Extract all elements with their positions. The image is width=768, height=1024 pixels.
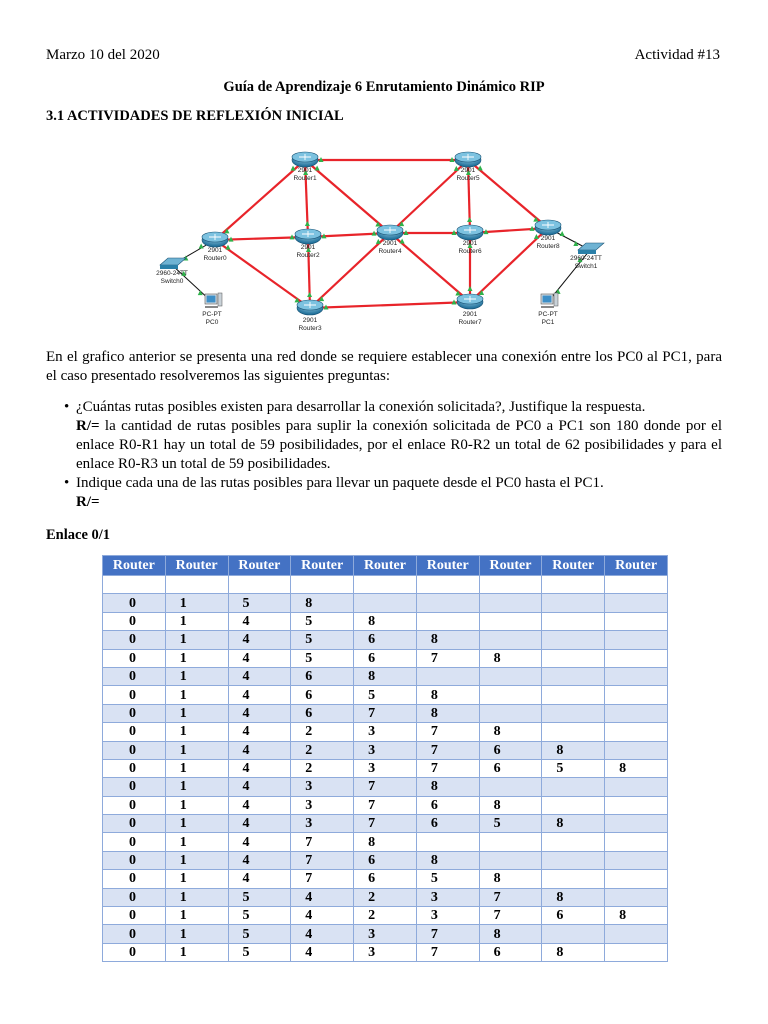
table-cell xyxy=(605,723,668,741)
table-cell: 0 xyxy=(103,925,166,943)
router-label: 2901 xyxy=(297,167,313,174)
table-cell: 4 xyxy=(228,631,291,649)
table-cell: 0 xyxy=(103,649,166,667)
router-icon[interactable] xyxy=(377,225,403,240)
table-row xyxy=(103,907,668,925)
table-cell: 8 xyxy=(479,723,542,741)
router-link xyxy=(310,233,390,308)
table-cell: 6 xyxy=(291,704,354,722)
table-row xyxy=(103,723,668,741)
table-cell: 3 xyxy=(354,943,417,961)
table-cell: 0 xyxy=(103,631,166,649)
table-cell: 8 xyxy=(542,741,605,759)
router-label: Router1 xyxy=(293,175,317,182)
table-cell: 8 xyxy=(542,943,605,961)
table-row xyxy=(103,815,668,833)
table-cell xyxy=(542,631,605,649)
table-cell: 1 xyxy=(165,686,228,704)
table-cell: 7 xyxy=(354,704,417,722)
routes-table xyxy=(102,555,668,962)
table-cell: 8 xyxy=(416,778,479,796)
table-cell xyxy=(416,612,479,630)
router-label: 2901 xyxy=(382,240,398,247)
table-cell: 5 xyxy=(228,925,291,943)
table-cell xyxy=(605,667,668,685)
table-cell: 5 xyxy=(542,759,605,777)
table-cell: 6 xyxy=(416,815,479,833)
question-item xyxy=(46,474,722,512)
table-cell: 4 xyxy=(228,667,291,685)
table-cell: 4 xyxy=(228,704,291,722)
table-cell: 1 xyxy=(165,649,228,667)
table-cell: 1 xyxy=(165,925,228,943)
table-cell: 8 xyxy=(291,594,354,612)
question-text: ¿Cuántas rutas posibles existen para desarrollar la conexión solicitada?, Justifique la respuesta. xyxy=(76,399,646,415)
column-header: Router xyxy=(103,556,166,576)
table-cell: 0 xyxy=(103,759,166,777)
table-cell xyxy=(542,925,605,943)
pc-label: PC0 xyxy=(205,319,219,326)
link-status-icon xyxy=(305,221,310,226)
table-cell: 0 xyxy=(103,907,166,925)
table-cell: 7 xyxy=(479,907,542,925)
table-row xyxy=(103,888,668,906)
table-cell: 1 xyxy=(165,815,228,833)
router-label: 2901 xyxy=(302,317,318,324)
answer-prefix: R/= xyxy=(76,494,100,510)
router-icon[interactable] xyxy=(292,152,318,167)
router-icon[interactable] xyxy=(457,225,483,240)
column-header: Router xyxy=(605,556,668,576)
table-cell: 1 xyxy=(165,667,228,685)
table-cell xyxy=(479,612,542,630)
table-row xyxy=(103,704,668,722)
table-cell xyxy=(542,704,605,722)
table-cell: 0 xyxy=(103,943,166,961)
router-icon[interactable] xyxy=(297,300,323,315)
table-cell xyxy=(605,649,668,667)
table-cell: 3 xyxy=(291,796,354,814)
table-cell: 3 xyxy=(291,815,354,833)
table-cell xyxy=(479,667,542,685)
router-label: 2901 xyxy=(462,311,478,318)
table-cell xyxy=(605,815,668,833)
table-cell: 8 xyxy=(416,704,479,722)
table-cell: 7 xyxy=(416,649,479,667)
table-cell: 7 xyxy=(416,943,479,961)
router-icon[interactable] xyxy=(457,294,483,309)
table-cell xyxy=(605,594,668,612)
table-cell: 4 xyxy=(228,796,291,814)
table-row xyxy=(103,925,668,943)
table-cell: 8 xyxy=(479,925,542,943)
table-cell: 6 xyxy=(354,851,417,869)
table-cell: 4 xyxy=(228,612,291,630)
table-cell: 8 xyxy=(479,649,542,667)
table-cell: 3 xyxy=(354,925,417,943)
table-cell xyxy=(542,667,605,685)
table-cell xyxy=(605,741,668,759)
table-cell: 5 xyxy=(228,594,291,612)
table-cell: 0 xyxy=(103,778,166,796)
enlace-heading: Enlace 0/1 xyxy=(46,527,111,543)
switch-icon[interactable] xyxy=(578,243,604,254)
table-cell: 8 xyxy=(354,612,417,630)
table-cell: 8 xyxy=(416,851,479,869)
table-cell: 6 xyxy=(291,667,354,685)
table-cell xyxy=(228,576,291,594)
table-cell: 5 xyxy=(291,631,354,649)
router-label: 2901 xyxy=(462,240,478,247)
table-cell: 0 xyxy=(103,888,166,906)
table-cell: 1 xyxy=(165,870,228,888)
column-header: Router xyxy=(291,556,354,576)
table-row xyxy=(103,943,668,961)
table-cell: 8 xyxy=(479,870,542,888)
table-cell: 8 xyxy=(354,833,417,851)
table-cell xyxy=(354,576,417,594)
activity-number: Actividad #13 xyxy=(634,47,720,63)
router-label: 2901 xyxy=(300,244,316,251)
table-cell: 6 xyxy=(291,686,354,704)
table-cell: 4 xyxy=(228,815,291,833)
table-cell: 0 xyxy=(103,833,166,851)
table-body xyxy=(103,576,668,962)
table-cell xyxy=(542,576,605,594)
table-cell: 2 xyxy=(354,888,417,906)
table-cell: 4 xyxy=(291,888,354,906)
table-cell: 8 xyxy=(354,667,417,685)
table-cell xyxy=(416,833,479,851)
pc-label: PC-PT xyxy=(538,311,558,318)
table-cell: 6 xyxy=(354,631,417,649)
link-status-icon xyxy=(307,292,312,297)
table-cell: 5 xyxy=(228,888,291,906)
answer-prefix: R/= xyxy=(76,418,100,434)
table-cell xyxy=(542,594,605,612)
table-cell xyxy=(605,576,668,594)
router-label: Router7 xyxy=(458,319,482,326)
table-cell xyxy=(542,796,605,814)
table-cell: 3 xyxy=(354,741,417,759)
table-cell: 7 xyxy=(416,925,479,943)
table-cell: 7 xyxy=(291,851,354,869)
table-cell: 4 xyxy=(228,870,291,888)
column-header: Router xyxy=(165,556,228,576)
column-header: Router xyxy=(542,556,605,576)
table-cell xyxy=(479,686,542,704)
table-cell: 0 xyxy=(103,723,166,741)
table-cell xyxy=(479,833,542,851)
table-cell: 0 xyxy=(103,741,166,759)
table-cell: 4 xyxy=(291,907,354,925)
router-label: Router8 xyxy=(536,243,560,250)
table-cell: 4 xyxy=(291,943,354,961)
table-cell xyxy=(542,612,605,630)
router-link xyxy=(215,160,305,240)
table-cell: 4 xyxy=(228,759,291,777)
table-cell: 1 xyxy=(165,723,228,741)
link-status-icon xyxy=(199,244,204,249)
document-date: Marzo 10 del 2020 xyxy=(46,47,160,63)
question-item xyxy=(46,398,722,474)
table-cell: 4 xyxy=(228,851,291,869)
switch-label: Switch1 xyxy=(574,263,598,270)
bullet-icon: • xyxy=(64,475,70,491)
table-cell: 6 xyxy=(542,907,605,925)
table-cell xyxy=(605,704,668,722)
table-cell: 8 xyxy=(416,631,479,649)
table-cell: 3 xyxy=(291,778,354,796)
pc-label: PC-PT xyxy=(202,311,222,318)
answer-body: la cantidad de rutas posibles para suplir la conexión solicitada de PC0 a PC1 son 180 donde por el enlace R0-R1 hay un total de 59 posibilidades, por el enlace R0-R2 un total de 62 posibilidades y para el enlace R0-R3 un total de 59 posibilidades. xyxy=(76,418,722,472)
table-cell: 0 xyxy=(103,796,166,814)
table-cell: 3 xyxy=(354,723,417,741)
router-icon[interactable] xyxy=(455,152,481,167)
table-cell: 7 xyxy=(354,815,417,833)
table-cell xyxy=(605,851,668,869)
table-cell: 8 xyxy=(416,686,479,704)
table-row xyxy=(103,667,668,685)
table-cell: 5 xyxy=(291,649,354,667)
table-cell xyxy=(542,686,605,704)
table-cell xyxy=(291,576,354,594)
table-cell: 1 xyxy=(165,778,228,796)
table-cell: 5 xyxy=(479,815,542,833)
table-row xyxy=(103,594,668,612)
switch-label: Switch0 xyxy=(160,278,184,285)
table-cell xyxy=(605,631,668,649)
table-cell xyxy=(605,612,668,630)
table-cell: 2 xyxy=(291,723,354,741)
table-cell: 3 xyxy=(416,907,479,925)
table-cell: 6 xyxy=(354,649,417,667)
table-cell: 1 xyxy=(165,594,228,612)
table-cell: 8 xyxy=(605,907,668,925)
table-cell xyxy=(542,851,605,869)
table-cell: 0 xyxy=(103,667,166,685)
table-cell: 0 xyxy=(103,686,166,704)
table-cell xyxy=(354,594,417,612)
router-label: Router2 xyxy=(296,252,320,259)
router-link xyxy=(215,240,310,308)
table-cell: 8 xyxy=(542,815,605,833)
table-cell xyxy=(605,925,668,943)
table-cell: 4 xyxy=(228,723,291,741)
table-cell: 6 xyxy=(479,943,542,961)
table-cell xyxy=(479,576,542,594)
table-cell: 4 xyxy=(228,686,291,704)
table-cell: 1 xyxy=(165,796,228,814)
table-cell xyxy=(605,888,668,906)
section-heading: 3.1 ACTIVIDADES DE REFLEXIÓN INICIAL xyxy=(46,108,344,124)
table-cell: 1 xyxy=(165,833,228,851)
document-title: Guía de Aprendizaje 6 Enrutamiento Dinámico RIP xyxy=(223,79,545,95)
table-cell xyxy=(542,649,605,667)
router-label: Router0 xyxy=(203,255,227,262)
table-cell: 5 xyxy=(228,943,291,961)
table-cell xyxy=(479,778,542,796)
table-cell: 0 xyxy=(103,815,166,833)
table-cell: 7 xyxy=(479,888,542,906)
table-cell: 4 xyxy=(228,833,291,851)
table-cell: 7 xyxy=(416,741,479,759)
table-cell xyxy=(479,851,542,869)
bullet-icon: • xyxy=(64,399,70,415)
table-row xyxy=(103,759,668,777)
link-status-icon xyxy=(468,286,473,291)
table-cell: 0 xyxy=(103,704,166,722)
table-cell: 4 xyxy=(228,741,291,759)
link-status-icon xyxy=(467,217,472,222)
table-cell xyxy=(605,778,668,796)
answer-text xyxy=(76,493,722,512)
table-cell xyxy=(416,667,479,685)
table-cell: 5 xyxy=(291,612,354,630)
table-cell: 4 xyxy=(291,925,354,943)
table-cell xyxy=(542,870,605,888)
question-list xyxy=(46,398,722,512)
table-row xyxy=(103,778,668,796)
table-cell: 7 xyxy=(354,778,417,796)
table-cell xyxy=(605,796,668,814)
table-cell xyxy=(165,576,228,594)
router-link xyxy=(215,237,308,240)
table-cell: 1 xyxy=(165,888,228,906)
question-text: Indique cada una de las rutas posibles para llevar un paquete desde el PC0 hasta el PC1. xyxy=(76,475,604,491)
router-label: 2901 xyxy=(540,235,556,242)
table-cell xyxy=(103,576,166,594)
table-cell: 3 xyxy=(354,759,417,777)
table-row xyxy=(103,649,668,667)
table-cell: 5 xyxy=(228,907,291,925)
table-cell xyxy=(416,594,479,612)
router-label: Router5 xyxy=(456,175,480,182)
table-cell: 1 xyxy=(165,741,228,759)
table-cell xyxy=(479,631,542,649)
router-label: Router3 xyxy=(298,325,322,332)
switch-label: 2960-24TT xyxy=(156,270,188,277)
router-link xyxy=(305,160,390,233)
pc-label: PC1 xyxy=(541,319,555,326)
table-row xyxy=(103,796,668,814)
pc-icon[interactable] xyxy=(205,293,222,308)
table-cell xyxy=(542,723,605,741)
table-cell: 1 xyxy=(165,759,228,777)
table-cell: 8 xyxy=(479,796,542,814)
table-row xyxy=(103,741,668,759)
table-cell xyxy=(605,870,668,888)
table-cell: 0 xyxy=(103,851,166,869)
answer-text xyxy=(76,417,722,474)
router-link xyxy=(310,302,470,308)
table-row xyxy=(103,851,668,869)
router-label: 2901 xyxy=(207,247,223,254)
table-cell xyxy=(605,833,668,851)
router-icon[interactable] xyxy=(295,229,321,244)
table-row xyxy=(103,631,668,649)
table-cell: 8 xyxy=(605,759,668,777)
table-cell: 5 xyxy=(354,686,417,704)
table-cell: 7 xyxy=(291,833,354,851)
table-cell xyxy=(542,833,605,851)
table-cell: 7 xyxy=(416,723,479,741)
table-cell: 2 xyxy=(291,741,354,759)
table-cell: 0 xyxy=(103,870,166,888)
table-cell: 1 xyxy=(165,907,228,925)
table-row xyxy=(103,833,668,851)
router-icon[interactable] xyxy=(535,220,561,235)
table-cell: 0 xyxy=(103,612,166,630)
link-status-icon xyxy=(560,231,565,236)
table-cell: 7 xyxy=(291,870,354,888)
table-cell xyxy=(542,778,605,796)
table-cell: 1 xyxy=(165,851,228,869)
router-label: Router6 xyxy=(458,248,482,255)
pc-icon[interactable] xyxy=(541,293,558,308)
table-cell: 8 xyxy=(542,888,605,906)
table-row xyxy=(103,686,668,704)
column-header: Router xyxy=(228,556,291,576)
table-cell xyxy=(479,704,542,722)
table-cell: 4 xyxy=(228,649,291,667)
table-cell xyxy=(479,594,542,612)
table-cell xyxy=(605,943,668,961)
table-cell: 5 xyxy=(416,870,479,888)
table-cell: 1 xyxy=(165,631,228,649)
router-icon[interactable] xyxy=(202,232,228,247)
router-label: Router4 xyxy=(378,248,402,255)
table-cell: 6 xyxy=(479,741,542,759)
table-header-row xyxy=(103,556,668,576)
switch-label: 2960-24TT xyxy=(570,255,602,262)
table-cell xyxy=(416,576,479,594)
table-cell: 6 xyxy=(354,870,417,888)
table-cell: 7 xyxy=(416,759,479,777)
table-cell: 6 xyxy=(416,796,479,814)
column-header: Router xyxy=(479,556,542,576)
table-row xyxy=(103,612,668,630)
table-cell: 2 xyxy=(291,759,354,777)
intro-paragraph: En el grafico anterior se presenta una red donde se requiere establecer una conexión entre los PC0 al PC1, para el caso presentado resolveremos las siguientes preguntas: xyxy=(46,349,722,384)
column-header: Router xyxy=(354,556,417,576)
switch-icon[interactable] xyxy=(160,258,186,269)
table-cell xyxy=(605,686,668,704)
table-row xyxy=(103,870,668,888)
table-cell: 4 xyxy=(228,778,291,796)
router-label: 2901 xyxy=(460,167,476,174)
column-header: Router xyxy=(416,556,479,576)
table-cell: 1 xyxy=(165,704,228,722)
table-cell: 7 xyxy=(354,796,417,814)
network-topology-diagram xyxy=(150,140,610,340)
table-cell: 6 xyxy=(479,759,542,777)
table-cell: 2 xyxy=(354,907,417,925)
table-cell: 1 xyxy=(165,612,228,630)
table-cell: 3 xyxy=(416,888,479,906)
table-cell: 0 xyxy=(103,594,166,612)
table-cell: 1 xyxy=(165,943,228,961)
table-row xyxy=(103,576,668,594)
